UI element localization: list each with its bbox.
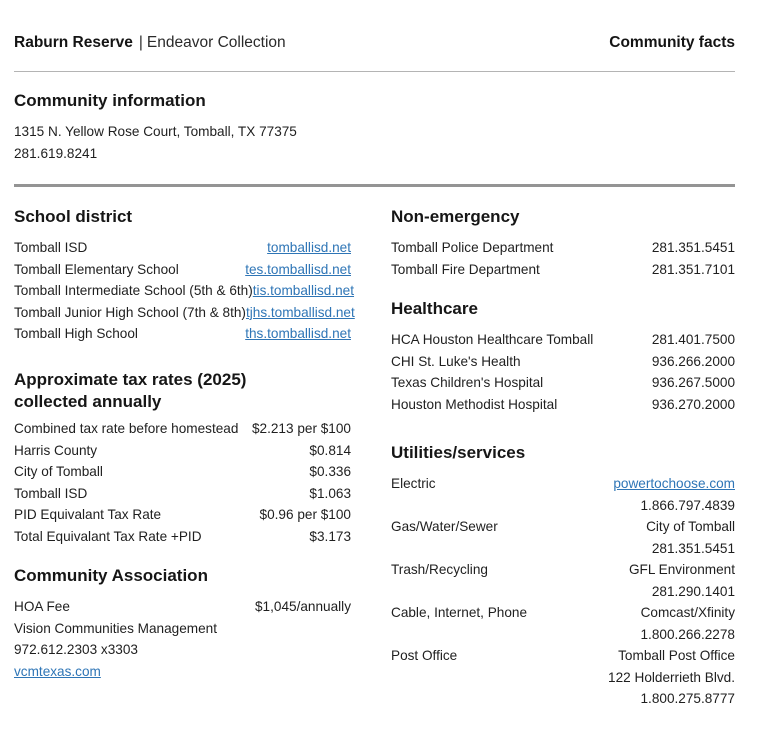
tax-label: Harris County bbox=[14, 442, 98, 458]
utility-phone: 1.866.797.4839 bbox=[640, 497, 735, 513]
hospital-name: CHI St. Luke's Health bbox=[391, 353, 521, 369]
brand-name: Raburn Reserve bbox=[14, 34, 133, 51]
tax-label: Total Equivalant Tax Rate +PID bbox=[14, 528, 202, 544]
brand-separator: | bbox=[138, 34, 143, 51]
tax-label: City of Tomball bbox=[14, 464, 103, 479]
section-tax-rates bbox=[14, 369, 351, 547]
section-school-district bbox=[14, 206, 355, 345]
tax-row bbox=[14, 440, 351, 462]
doc-title: Community facts bbox=[609, 34, 735, 51]
hospital-phone: 936.266.2000 bbox=[651, 353, 735, 369]
healthcare-row bbox=[391, 351, 735, 373]
utility-address: 122 Holderrieth Blvd. bbox=[608, 669, 735, 685]
tax-value: $0.814 bbox=[309, 442, 351, 458]
hoa-fee-value: $1,045/annually bbox=[255, 599, 351, 614]
section-divider bbox=[14, 184, 735, 187]
utility-label: Trash/Recycling bbox=[391, 562, 488, 577]
hoa-fee-row bbox=[14, 596, 351, 618]
brand-line bbox=[14, 33, 286, 52]
section-healthcare bbox=[391, 298, 735, 415]
utility-values bbox=[641, 602, 736, 645]
school-website-link[interactable]: ths.tomballisd.net bbox=[245, 326, 351, 341]
department-name: Tomball Fire Department bbox=[391, 261, 540, 277]
school-name: Tomball Junior High School (7th & 8th) bbox=[14, 304, 246, 320]
utility-phone: 281.351.5451 bbox=[651, 540, 735, 556]
tax-label: PID Equivalant Tax Rate bbox=[14, 507, 162, 522]
school-name: Tomball Intermediate School (5th & 6th) bbox=[14, 283, 253, 298]
utility-label: Electric bbox=[391, 476, 436, 491]
school-row bbox=[14, 323, 351, 345]
school-website-link[interactable]: tjhs.tomballisd.net bbox=[245, 304, 355, 320]
page-header bbox=[14, 33, 735, 52]
school-row bbox=[14, 237, 351, 259]
utility-provider: City of Tomball bbox=[646, 519, 735, 534]
utility-row bbox=[391, 559, 735, 602]
utilities-heading: Utilities/services bbox=[391, 443, 526, 462]
community-phone: 281.619.8241 bbox=[14, 145, 98, 161]
healthcare-row bbox=[391, 372, 735, 394]
department-phone: 281.351.5451 bbox=[651, 240, 735, 255]
hospital-phone: 936.270.2000 bbox=[651, 396, 735, 412]
community-association-heading: Community Association bbox=[14, 566, 208, 585]
utility-label: Post Office bbox=[391, 648, 458, 663]
department-name: Tomball Police Department bbox=[391, 240, 554, 255]
section-utilities bbox=[391, 442, 735, 710]
utility-phone: 1.800.266.2278 bbox=[640, 626, 735, 642]
tax-value: $0.96 per $100 bbox=[259, 507, 351, 522]
utility-values bbox=[608, 645, 735, 710]
tax-row bbox=[14, 526, 351, 548]
tax-value: $1.063 bbox=[309, 485, 351, 501]
non-emergency-heading: Non-emergency bbox=[391, 207, 520, 226]
community-address: 1315 N. Yellow Rose Court, Tomball, TX 77375 bbox=[14, 124, 297, 139]
school-website-link[interactable]: tes.tomballisd.net bbox=[245, 261, 351, 277]
department-phone: 281.351.7101 bbox=[651, 261, 735, 277]
hospital-phone: 936.267.5000 bbox=[651, 375, 735, 390]
school-name: Tomball Elementary School bbox=[14, 261, 179, 277]
tax-rates-heading-line1: Approximate tax rates (2025) bbox=[14, 370, 247, 389]
association-phone: 972.612.2303 x3303 bbox=[14, 642, 138, 657]
section-community-association bbox=[14, 565, 351, 682]
hospital-name: HCA Houston Healthcare Tomball bbox=[391, 332, 594, 347]
non-emergency-row bbox=[391, 237, 735, 259]
utility-values bbox=[613, 473, 735, 516]
utility-values bbox=[646, 516, 735, 559]
utility-row bbox=[391, 602, 735, 645]
tax-rates-heading bbox=[14, 369, 351, 413]
school-row bbox=[14, 259, 351, 281]
school-row bbox=[14, 302, 355, 324]
section-community-information bbox=[14, 90, 614, 164]
utility-values bbox=[629, 559, 735, 602]
non-emergency-row bbox=[391, 259, 735, 281]
tax-row bbox=[14, 418, 351, 440]
tax-rates-heading-line2: collected annually bbox=[14, 392, 162, 411]
healthcare-row bbox=[391, 329, 735, 351]
tax-value: $2.213 per $100 bbox=[251, 421, 351, 436]
utility-phone: 281.290.1401 bbox=[651, 583, 735, 599]
utility-row bbox=[391, 516, 735, 559]
healthcare-row bbox=[391, 394, 735, 416]
utility-provider: Comcast/Xfinity bbox=[640, 605, 735, 620]
school-row bbox=[14, 280, 355, 302]
tax-row bbox=[14, 504, 351, 526]
school-district-heading: School district bbox=[14, 207, 133, 226]
tax-row bbox=[14, 483, 351, 505]
hospital-name: Houston Methodist Hospital bbox=[391, 396, 558, 412]
association-website-link[interactable]: vcmtexas.com bbox=[14, 663, 101, 679]
community-information-heading: Community information bbox=[14, 91, 206, 110]
hospital-name: Texas Children's Hospital bbox=[391, 375, 544, 390]
school-website-link[interactable]: tomballisd.net bbox=[267, 240, 351, 255]
utility-label: Gas/Water/Sewer bbox=[391, 519, 498, 534]
hoa-fee-label: HOA Fee bbox=[14, 599, 70, 614]
school-website-link[interactable]: tis.tomballisd.net bbox=[252, 283, 355, 298]
tax-value: $3.173 bbox=[309, 528, 351, 544]
utility-phone: 1.800.275.8777 bbox=[640, 691, 735, 706]
utility-row bbox=[391, 473, 735, 516]
section-non-emergency bbox=[391, 206, 735, 280]
school-name: Tomball High School bbox=[14, 326, 138, 341]
tax-value: $0.336 bbox=[309, 464, 351, 479]
electric-provider-link[interactable]: powertochoose.com bbox=[613, 476, 735, 491]
utility-provider: GFL Environment bbox=[628, 562, 735, 577]
school-name: Tomball ISD bbox=[14, 240, 88, 255]
association-manager: Vision Communities Management bbox=[14, 620, 217, 636]
healthcare-heading: Healthcare bbox=[391, 299, 478, 318]
utility-provider: Tomball Post Office bbox=[618, 648, 735, 663]
utility-row bbox=[391, 645, 735, 710]
header-divider bbox=[14, 71, 735, 72]
tax-row bbox=[14, 461, 351, 483]
tax-label: Combined tax rate before homestead bbox=[14, 421, 239, 436]
collection-name: Endeavor Collection bbox=[146, 34, 286, 51]
hospital-phone: 281.401.7500 bbox=[651, 332, 735, 347]
utility-label: Cable, Internet, Phone bbox=[391, 605, 528, 620]
tax-label: Tomball ISD bbox=[14, 485, 88, 501]
